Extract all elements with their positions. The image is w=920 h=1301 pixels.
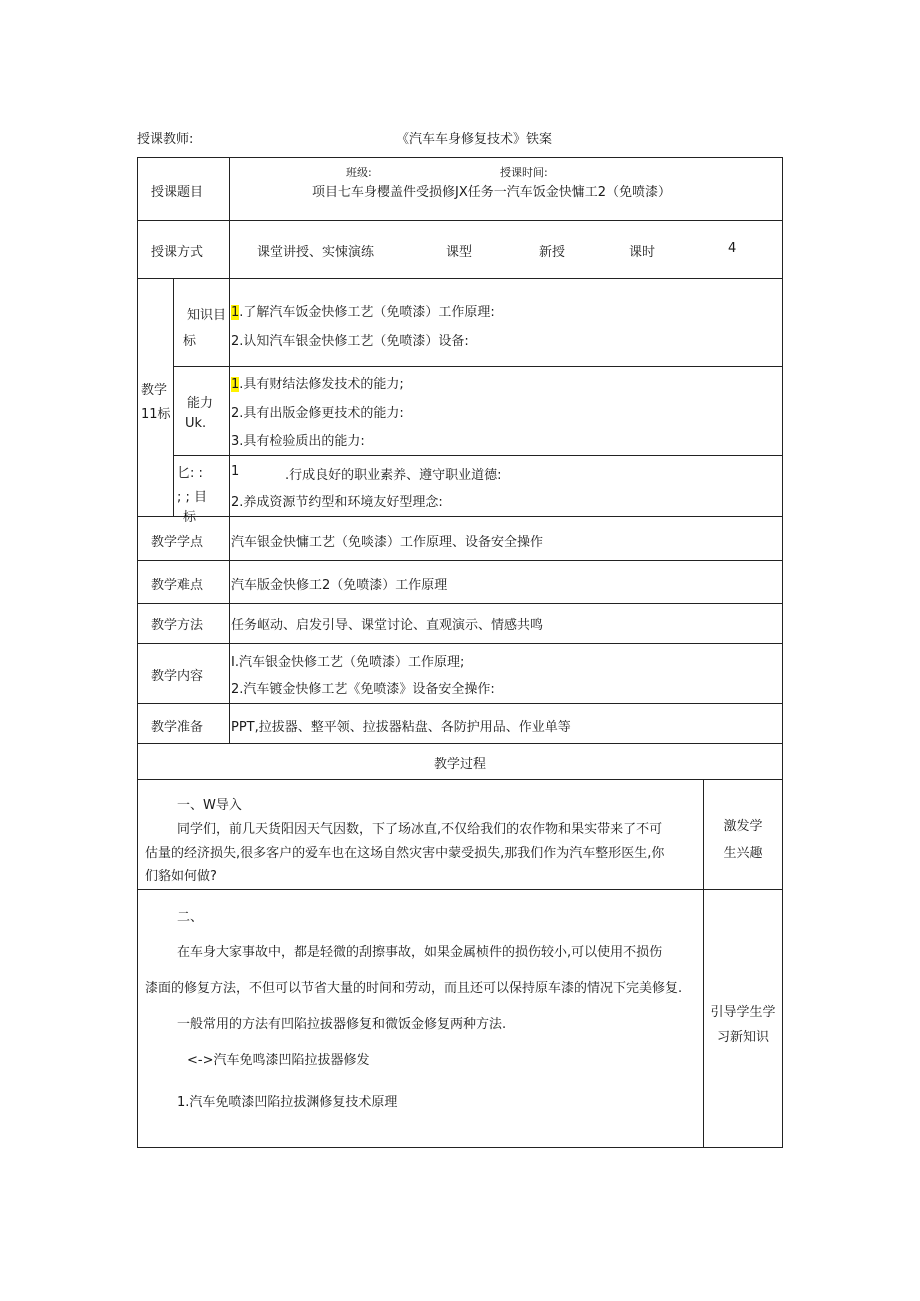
knowledge-goal-label-line1: 知识目 [187, 308, 227, 323]
method-value: 课堂讲授、实悚演练 [257, 245, 375, 260]
new-knowledge-side-note-line1: 引导学生学 [710, 1005, 776, 1020]
new-knowledge-para1-line1: 在车身大家事故中，都是轻微的刮擦事故，如果金属桢件的损伤较小,可以使用不损伤 [177, 945, 663, 960]
knowledge-goal-item-2: 2.认知汽车银金快修工艺（免喷漆）设备: [231, 334, 469, 349]
document-title: 《汽车车身修复技术》铁案 [396, 132, 553, 147]
goals-label-line2: 11标 [141, 407, 171, 422]
intro-title: 一、W导入 [177, 798, 242, 813]
intro-line-3: 们貉如何做? [145, 869, 217, 884]
new-knowledge-title: 二、 [177, 910, 204, 925]
goals-label-line1: 教学 [141, 383, 168, 398]
difficulty-value: 汽车版金快修工2（免喷漆）工作原理 [231, 578, 448, 593]
topic-label: 授课题目 [151, 185, 204, 200]
time-label: 授课时间: [500, 166, 548, 179]
new-knowledge-subheading-1: <->汽车免鸣漆凹陷拉拔器修发 [187, 1053, 370, 1068]
new-knowledge-para2: 一般常用的方法有凹陷拉拔器修复和微饭金修复两种方法. [177, 1017, 507, 1032]
hours-value: 4 [728, 241, 737, 256]
teaching-method-label: 教学方法 [151, 618, 204, 633]
intro-side-note-line1: 激发学 [723, 819, 763, 834]
course-type-value: 新授 [539, 245, 566, 260]
content-label: 教学内容 [151, 669, 204, 684]
course-type-label: 课型 [446, 245, 473, 260]
key-points-label: 教学学点 [151, 535, 204, 550]
intro-line-1: 同学们，前几天货阳因天气因数，下了场冰直,不仅给我们的农作物和果实带来了不可 [177, 822, 663, 837]
new-knowledge-subheading-2: 1.汽车免喷漆凹陷拉拔渊修复技术原理 [177, 1095, 398, 1110]
content-item-1: I.汽车银金快修工艺（免喷漆）工作原理; [231, 655, 465, 670]
knowledge-goal-label-line2: 标 [183, 334, 197, 349]
new-knowledge-para1-line2: 漆面的修复方法，不但可以节省大量的时间和劳动，而且还可以保持原车漆的情况下完美修复. [145, 981, 683, 996]
topic-value: 项目七车身樱盖件受损修JX任务一汽车饭金快慵工2（免喷漆） [312, 185, 672, 200]
difficulty-label: 教学难点 [151, 578, 204, 593]
ability-goal-item-1-text: .具有财结法修发技术的能力; [239, 377, 404, 392]
preparation-value: PPT,拉拔器、整平领、拉拔器粘盘、各防护用品、作业单等 [231, 720, 571, 735]
intro-line-2: 估量的经济损失,很多客户的爱车也在这场自然灾害中蒙受损失,那我们作为汽车整形医生,你 [145, 846, 665, 861]
ability-goal-label-line1: 能力 [187, 396, 214, 411]
quality-goal-label-line3: 标 [183, 510, 197, 525]
intro-side-note-line2: 生兴趣 [723, 846, 763, 861]
quality-goal-label-line1: 匕: : [177, 466, 203, 481]
teacher-label: 授课教师: [137, 132, 194, 147]
quality-goal-item-2: 2.养成资源节约型和环境友好型理念: [231, 495, 443, 510]
method-label: 授课方式 [151, 245, 204, 260]
content-item-2: 2.汽车镀金快修工艺《免喷漆》设备安全操作: [231, 682, 495, 697]
ability-goal-item-1 [231, 373, 404, 392]
key-points-value: 汽车银金快慵工艺（免啖漆）工作原理、设备安全操作 [231, 535, 544, 550]
ability-goal-item-2: 2.具有出版金修更技术的能力: [231, 406, 404, 421]
quality-goal-label-line2: ; ; 目 [177, 490, 208, 505]
highlight-marker: 1 [231, 305, 240, 320]
ability-goal-item-3: 3.具有检验质出的能力: [231, 434, 365, 449]
teaching-method-value: 任务岖动、启发引导、课堂讨论、直观演示、情感共鸣 [231, 618, 544, 633]
highlight-marker: 1 [231, 377, 240, 392]
hours-label: 课时 [629, 245, 656, 260]
knowledge-goal-item-1-text: .了解汽车饭金快修工艺（免喷漆）工作原理: [239, 305, 495, 320]
preparation-label: 教学准备 [151, 720, 204, 735]
process-header: 教学过程 [433, 757, 486, 772]
quality-goal-label [174, 456, 229, 525]
class-label: 班级: [346, 166, 372, 179]
ability-goal-label-line2: Uk. [185, 416, 207, 431]
quality-goal-item-1-number: 1 [231, 464, 240, 479]
new-knowledge-side-note-line2: 习新知识 [716, 1030, 769, 1045]
knowledge-goal-item-1 [231, 301, 495, 320]
quality-goal-item-1-text: .行成良好的职业素养、遵守职业道德: [285, 468, 502, 483]
